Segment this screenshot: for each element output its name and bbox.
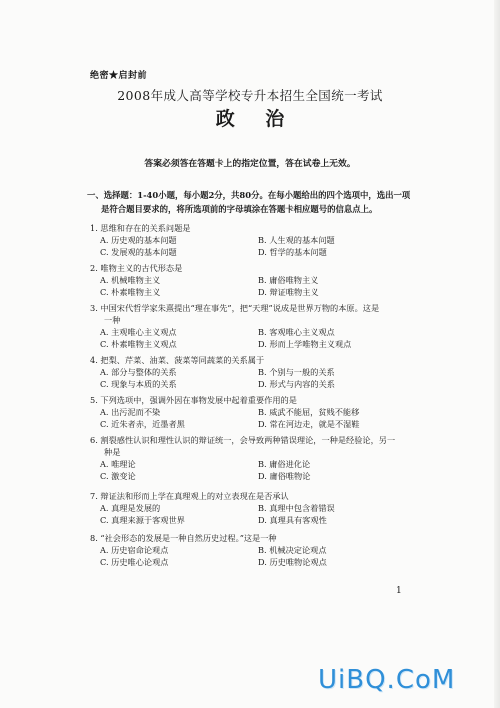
question-7	[90, 490, 418, 526]
question-4	[90, 354, 418, 390]
option-d: D. 哲学的基本问题	[258, 247, 327, 257]
question-2	[90, 262, 418, 298]
option-a: A. 机械唯物主义	[100, 275, 161, 285]
option-d: D. 常在河边走，就是不湿鞋	[258, 419, 360, 429]
option-b: B. 客观唯心主义观点	[258, 327, 335, 337]
option-c: C. 近朱者赤，近墨者黑	[100, 419, 185, 429]
option-b: B. 个别与一般的关系	[258, 367, 335, 377]
option-c: C. 激变论	[100, 471, 136, 481]
option-b: B. 人生观的基本问题	[258, 235, 335, 245]
site-watermark: UiBQ.CoM	[318, 665, 456, 695]
option-a: A. 历史宿命论观点	[100, 545, 169, 555]
question-6	[90, 434, 418, 482]
option-a: A. 唯理论	[100, 459, 136, 469]
option-c: C. 朴素唯物主义	[100, 287, 161, 297]
question-stem: 6. 割裂感性认识和理性认识的辩证统一，会导致两种错误理论，一种是经验论，另一	[90, 435, 396, 445]
section-instructions-line-1: 一、选择题：1-40小题，每小题2分，共80分。在每小题给出的四个选项中，选出一项	[87, 190, 411, 200]
option-c: C. 真理来源于客观世界	[100, 515, 185, 525]
question-stem: 2. 唯物主义的古代形态是	[90, 263, 183, 273]
option-d: D. 庸俗唯物论	[258, 471, 311, 481]
question-stem: 7. 辩证法和形而上学在真理观上的对立表现在是否承认	[90, 491, 289, 501]
question-1	[90, 222, 418, 258]
option-a: A. 历史观的基本问题	[100, 235, 177, 245]
section-instructions	[87, 188, 417, 216]
question-stem: 1. 思维和存在的关系问题是	[90, 223, 191, 233]
exam-title: 2008年成人高等学校专升本招生全国统一考试	[117, 88, 383, 103]
option-c: C. 朴素唯物主义观点	[100, 339, 177, 349]
question-5	[90, 394, 418, 430]
question-stem: 3. 中国宋代哲学家朱熹提出“理在事先”，把“天理”说成是世界万物的本原。这是	[90, 303, 380, 313]
question-8	[90, 532, 418, 568]
option-a: A. 部分与整体的关系	[100, 367, 177, 377]
option-a: A. 真理是发展的	[100, 503, 161, 513]
option-d: D. 历史唯物论观点	[258, 557, 327, 567]
option-b: B. 威武不能屈，贫贱不能移	[258, 407, 360, 417]
option-b: B. 真理中包含着错误	[258, 503, 335, 513]
question-stem: 8. “社会形态的发展是一种自然历史过程。”这是一种	[90, 533, 277, 543]
option-d: D. 真理具有客观性	[258, 515, 327, 525]
page-number: 1	[396, 586, 402, 596]
option-c: C. 发展观的基本问题	[100, 247, 177, 257]
option-c: C. 历史唯心论观点	[100, 557, 169, 567]
answer-notice: 答案必须答在答题卡上的指定位置，答在试卷上无效。	[144, 159, 356, 169]
question-stem: 4. 把梨、芹菜、油菜、菠菜等同蔬菜的关系属于	[90, 355, 265, 365]
option-a: A. 出污泥而不染	[100, 407, 161, 417]
option-d: D. 形而上学唯物主义观点	[258, 339, 352, 349]
question-3	[90, 302, 418, 350]
option-b: B. 机械决定论观点	[258, 545, 327, 555]
option-a: A. 主观唯心主义观点	[100, 327, 177, 337]
subject-title: 政 治	[215, 108, 297, 130]
option-c: C. 现象与本质的关系	[100, 379, 177, 389]
confidential-label: 绝密★启封前	[90, 71, 148, 81]
option-b: B. 庸俗进化论	[258, 459, 311, 469]
option-b: B. 庸俗唯物主义	[258, 275, 319, 285]
question-stem-continued: 种是	[104, 447, 121, 457]
option-d: D. 形式与内容的关系	[258, 379, 335, 389]
section-instructions-line-2: 是符合题目要求的，将所选项前的字母填涂在答题卡相应题号的信息点上。	[101, 204, 378, 214]
option-d: D. 辩证唯物主义	[258, 287, 319, 297]
question-stem-continued: 一种	[104, 315, 121, 325]
question-stem: 5. 下列选项中，强调外因在事物发展中起着重要作用的是	[90, 395, 297, 405]
